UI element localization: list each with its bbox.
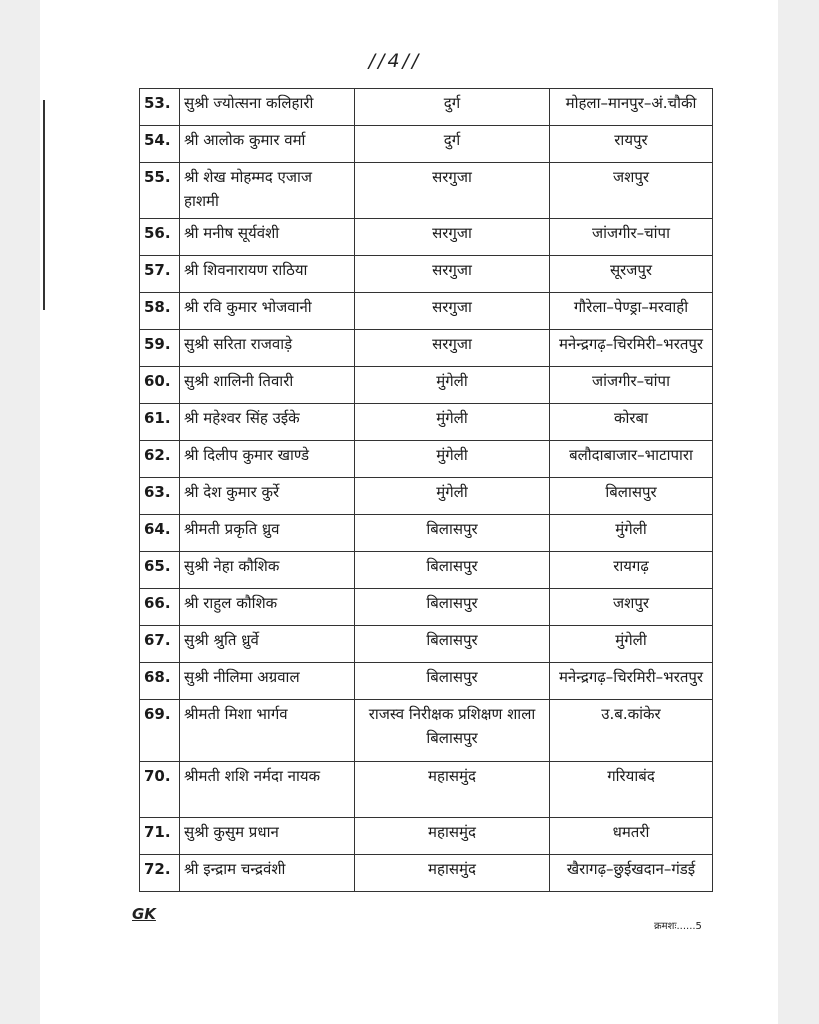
page-number: //4//: [368, 50, 422, 72]
employee-name: श्री शेख मोहम्मद एजाज हाशमी: [180, 163, 355, 219]
from-location: सरगुजा: [355, 219, 550, 256]
employee-name: श्री मनीष सूर्यवंशी: [180, 219, 355, 256]
table-body: [140, 89, 713, 892]
signature-initials: GK: [132, 905, 156, 923]
table-row: [140, 89, 713, 126]
from-location: महासमुंद: [355, 762, 550, 818]
table-row: [140, 126, 713, 163]
to-location: कोरबा: [550, 404, 713, 441]
to-location: धमतरी: [550, 818, 713, 855]
from-location: सरगुजा: [355, 256, 550, 293]
table-row: [140, 330, 713, 367]
to-location: सूरजपुर: [550, 256, 713, 293]
serial-number: 54.: [140, 126, 180, 163]
serial-number: 64.: [140, 515, 180, 552]
employee-name: श्री इन्द्राम चन्द्रवंशी: [180, 855, 355, 892]
serial-number: 62.: [140, 441, 180, 478]
employee-name: श्री रवि कुमार भोजवानी: [180, 293, 355, 330]
employee-name: श्रीमती शशि नर्मदा नायक: [180, 762, 355, 818]
from-location: महासमुंद: [355, 855, 550, 892]
employee-name: श्री शिवनारायण राठिया: [180, 256, 355, 293]
employee-name: सुश्री शालिनी तिवारी: [180, 367, 355, 404]
serial-number: 72.: [140, 855, 180, 892]
to-location: मुंगेली: [550, 626, 713, 663]
margin-line: [43, 100, 45, 310]
serial-number: 58.: [140, 293, 180, 330]
table-row: [140, 163, 713, 219]
serial-number: 56.: [140, 219, 180, 256]
to-location: जशपुर: [550, 589, 713, 626]
table-row: [140, 626, 713, 663]
from-location: बिलासपुर: [355, 589, 550, 626]
employee-name: श्री राहुल कौशिक: [180, 589, 355, 626]
table-row: [140, 552, 713, 589]
to-location: खैरागढ़–छुईखदान–गंडई: [550, 855, 713, 892]
employee-name: श्रीमती मिशा भार्गव: [180, 700, 355, 762]
employee-name: सुश्री ज्योत्सना कलिहारी: [180, 89, 355, 126]
to-location: बलौदाबाजार–भाटापारा: [550, 441, 713, 478]
employee-name: सुश्री नीलिमा अग्रवाल: [180, 663, 355, 700]
employee-name: सुश्री कुसुम प्रधान: [180, 818, 355, 855]
to-location: गरियाबंद: [550, 762, 713, 818]
employee-name: श्री आलोक कुमार वर्मा: [180, 126, 355, 163]
to-location: मनेन्द्रगढ़–चिरमिरी–भरतपुर: [550, 663, 713, 700]
serial-number: 65.: [140, 552, 180, 589]
from-location: मुंगेली: [355, 478, 550, 515]
employee-name: श्री दिलीप कुमार खाण्डे: [180, 441, 355, 478]
serial-number: 55.: [140, 163, 180, 219]
employee-name: श्री महेश्वर सिंह उईके: [180, 404, 355, 441]
table-row: [140, 818, 713, 855]
from-location: बिलासपुर: [355, 626, 550, 663]
to-location: जांजगीर–चांपा: [550, 219, 713, 256]
table-row: [140, 256, 713, 293]
from-location: बिलासपुर: [355, 515, 550, 552]
table-row: [140, 589, 713, 626]
from-location: मुंगेली: [355, 404, 550, 441]
employee-name: श्री देश कुमार कुर्रे: [180, 478, 355, 515]
table-row: [140, 404, 713, 441]
table-row: [140, 855, 713, 892]
from-location: सरगुजा: [355, 293, 550, 330]
employee-name: सुश्री सरिता राजवाड़े: [180, 330, 355, 367]
table-row: [140, 441, 713, 478]
serial-number: 63.: [140, 478, 180, 515]
to-location: मोहला–मानपुर–अं.चौकी: [550, 89, 713, 126]
from-location: सरगुजा: [355, 330, 550, 367]
serial-number: 70.: [140, 762, 180, 818]
serial-number: 67.: [140, 626, 180, 663]
from-location: सरगुजा: [355, 163, 550, 219]
to-location: मुंगेली: [550, 515, 713, 552]
table-row: [140, 663, 713, 700]
from-location: बिलासपुर: [355, 663, 550, 700]
serial-number: 57.: [140, 256, 180, 293]
continued-note: क्रमशः......5: [654, 921, 702, 932]
serial-number: 71.: [140, 818, 180, 855]
from-location: दुर्ग: [355, 89, 550, 126]
table-row: [140, 293, 713, 330]
serial-number: 53.: [140, 89, 180, 126]
from-location: महासमुंद: [355, 818, 550, 855]
table-row: [140, 478, 713, 515]
table-row: [140, 367, 713, 404]
to-location: उ.ब.कांकेर: [550, 700, 713, 762]
serial-number: 69.: [140, 700, 180, 762]
employee-name: सुश्री श्रुति ध्रुर्वे: [180, 626, 355, 663]
serial-number: 61.: [140, 404, 180, 441]
to-location: मनेन्द्रगढ़–चिरमिरी–भरतपुर: [550, 330, 713, 367]
to-location: जांजगीर–चांपा: [550, 367, 713, 404]
to-location: बिलासपुर: [550, 478, 713, 515]
from-location: मुंगेली: [355, 441, 550, 478]
from-location: मुंगेली: [355, 367, 550, 404]
serial-number: 60.: [140, 367, 180, 404]
to-location: रायगढ़: [550, 552, 713, 589]
serial-number: 66.: [140, 589, 180, 626]
to-location: जशपुर: [550, 163, 713, 219]
from-location: बिलासपुर: [355, 552, 550, 589]
transfer-table: [139, 88, 713, 892]
table-row: [140, 700, 713, 762]
from-location: दुर्ग: [355, 126, 550, 163]
to-location: रायपुर: [550, 126, 713, 163]
to-location: गौरेला–पेण्ड्रा–मरवाही: [550, 293, 713, 330]
serial-number: 59.: [140, 330, 180, 367]
serial-number: 68.: [140, 663, 180, 700]
employee-name: सुश्री नेहा कौशिक: [180, 552, 355, 589]
from-location: राजस्व निरीक्षक प्रशिक्षण शाला बिलासपुर: [355, 700, 550, 762]
employee-name: श्रीमती प्रकृति ध्रुव: [180, 515, 355, 552]
table-row: [140, 219, 713, 256]
table-row: [140, 515, 713, 552]
table-row: [140, 762, 713, 818]
